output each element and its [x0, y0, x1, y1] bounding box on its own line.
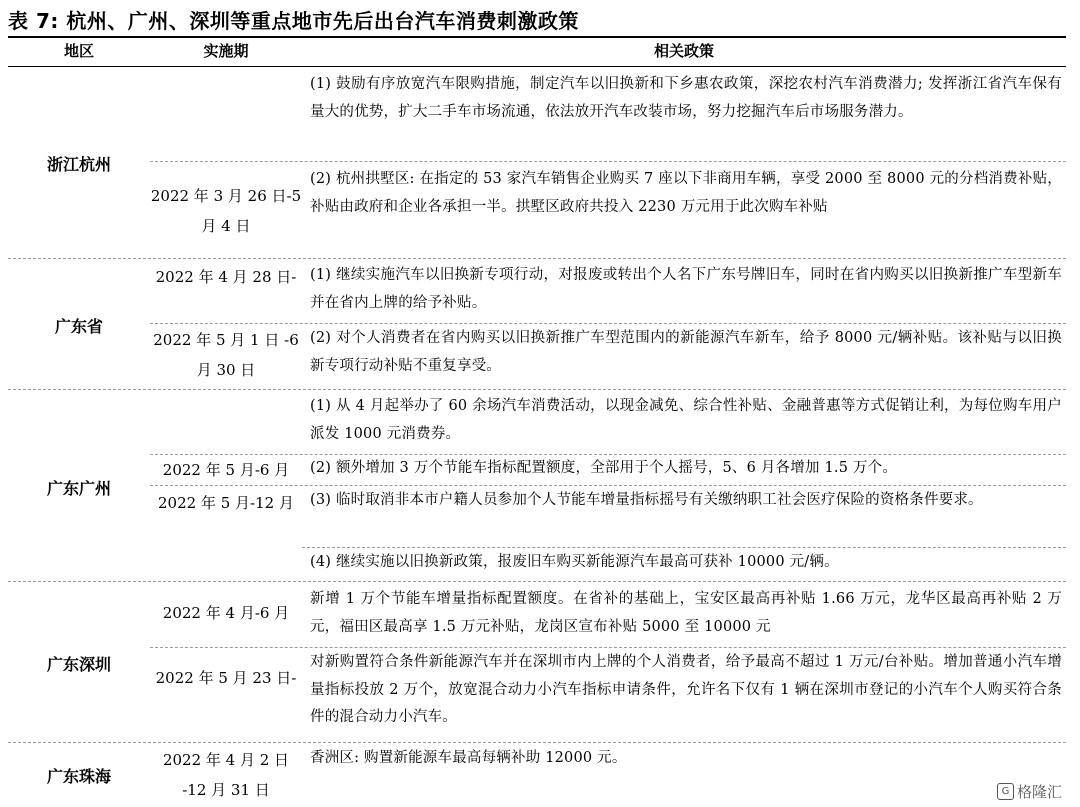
region-shenzhen: 广东深圳 — [46, 655, 111, 674]
policy-shenzhen-1: 新增 1 万个节能车增量指标配置额度。在省补的基础上，宝安区最高再补贴 1.66 万元，龙华区最高再补贴 2 万元，福田区最高享 1.5 万元补贴，龙岗区宣布补贴 5000 至 10000 元 — [310, 591, 1062, 635]
period-guangzhou-3: 2022 年 5 月-12 月 — [158, 494, 294, 512]
region-guangzhou: 广东广州 — [46, 479, 111, 498]
period-guangdong-1: 2022 年 4 月 28 日- — [155, 268, 297, 286]
row-divider — [150, 485, 1066, 486]
watermark-logo-icon: G — [997, 783, 1014, 800]
policy-hangzhou-2: (2) 杭州拱墅区: 在指定的 53 家汽车销售企业购买 7 座以下非商用车辆，享受 2000 至 8000 元的分档消费补贴，补贴由政府和企业各承担一半。拱墅区政府共投入 2230 万元用于此次购车补贴 — [310, 171, 1062, 215]
policy-guangzhou-1: (1) 从 4 月起举办了 60 余场汽车消费活动，以现金减免、综合性补贴、金融普惠等方式促销让利，为每位购车用户派发 1000 元消费券。 — [310, 398, 1062, 442]
period-shenzhen-2: 2022 年 5 月 23 日- — [155, 669, 297, 687]
row-divider — [150, 323, 1066, 324]
watermark — [997, 781, 1062, 802]
region-divider — [8, 389, 1066, 390]
region-divider — [8, 258, 1066, 259]
policy-guangzhou-4: (4) 继续实施以旧换新政策，报废旧车购买新能源汽车最高可获补 10000 元/辆。 — [310, 554, 839, 570]
period-guangdong-2: 2022 年 5 月 1 日 -6 月 30 日 — [153, 331, 299, 379]
region-divider — [8, 581, 1066, 582]
region-zhuhai: 广东珠海 — [46, 767, 111, 786]
period-shenzhen-1: 2022 年 4 月-6 月 — [162, 604, 290, 622]
region-divider — [8, 742, 1066, 743]
policy-shenzhen-2: 对新购置符合条件新能源汽车并在深圳市内上牌的个人消费者，给予最高不超过 1 万元/台补贴。增加普通小汽车增量指标投放 2 万个，放宽混合动力小汽车指标申请条件，允许名下仅有 1 辆在深圳市登记的小汽车个人购买符合条件的混合动力小汽车。 — [310, 654, 1062, 725]
row-divider — [150, 161, 1066, 162]
policy-guangdong-1: (1) 继续实施汽车以旧换新专项行动，对报废或转出个人名下广东号牌旧车，同时在省内购买以旧换新推广车型新车并在省内上牌的给予补贴。 — [310, 267, 1062, 311]
table-title: 表 7: 杭州、广州、深圳等重点地市先后出台汽车消费刺激政策 — [8, 9, 579, 33]
policy-guangzhou-3: (3) 临时取消非本市户籍人员参加个人节能车增量指标摇号有关缴纳职工社会医疗保险的资格条件要求。 — [310, 492, 983, 508]
header-bottom-rule — [8, 66, 1066, 67]
policy-hangzhou-1: (1) 鼓励有序放宽汽车限购措施，制定汽车以旧换新和下乡惠农政策，深挖农村汽车消费潜力; 发挥浙江省汽车保有量大的优势，扩大二手车市场流通，依法放开汽车改装市场，努力挖掘汽车后市场服务潜力。 — [310, 76, 1062, 120]
policy-zhuhai-1: 香洲区: 购置新能源车最高每辆补助 12000 元。 — [310, 750, 627, 766]
region-guangdong: 广东省 — [54, 317, 103, 336]
row-divider — [302, 547, 1066, 548]
region-hangzhou: 浙江杭州 — [46, 155, 111, 174]
period-hangzhou-2: 2022 年 3 月 26 日-5 月 4 日 — [150, 187, 302, 235]
period-guangzhou-2: 2022 年 5 月-6 月 — [162, 461, 290, 479]
header-region: 地区 — [63, 42, 94, 60]
header-policy: 相关政策 — [653, 42, 714, 60]
header-period: 实施期 — [203, 42, 249, 60]
row-divider — [150, 647, 1066, 648]
header-top-rule — [8, 36, 1066, 38]
period-zhuhai-1: 2022 年 4 月 2 日 -12 月 31 日 — [162, 751, 290, 799]
watermark-text: 格隆汇 — [1016, 783, 1062, 801]
policy-guangdong-2: (2) 对个人消费者在省内购买以旧换新推广车型范围内的新能源汽车新车，给予 8000 元/辆补贴。该补贴与以旧换新专项行动补贴不重复享受。 — [310, 330, 1062, 374]
policy-guangzhou-2: (2) 额外增加 3 万个节能车指标配置额度，全部用于个人摇号，5、6 月各增加 1.5 万个。 — [310, 460, 898, 476]
